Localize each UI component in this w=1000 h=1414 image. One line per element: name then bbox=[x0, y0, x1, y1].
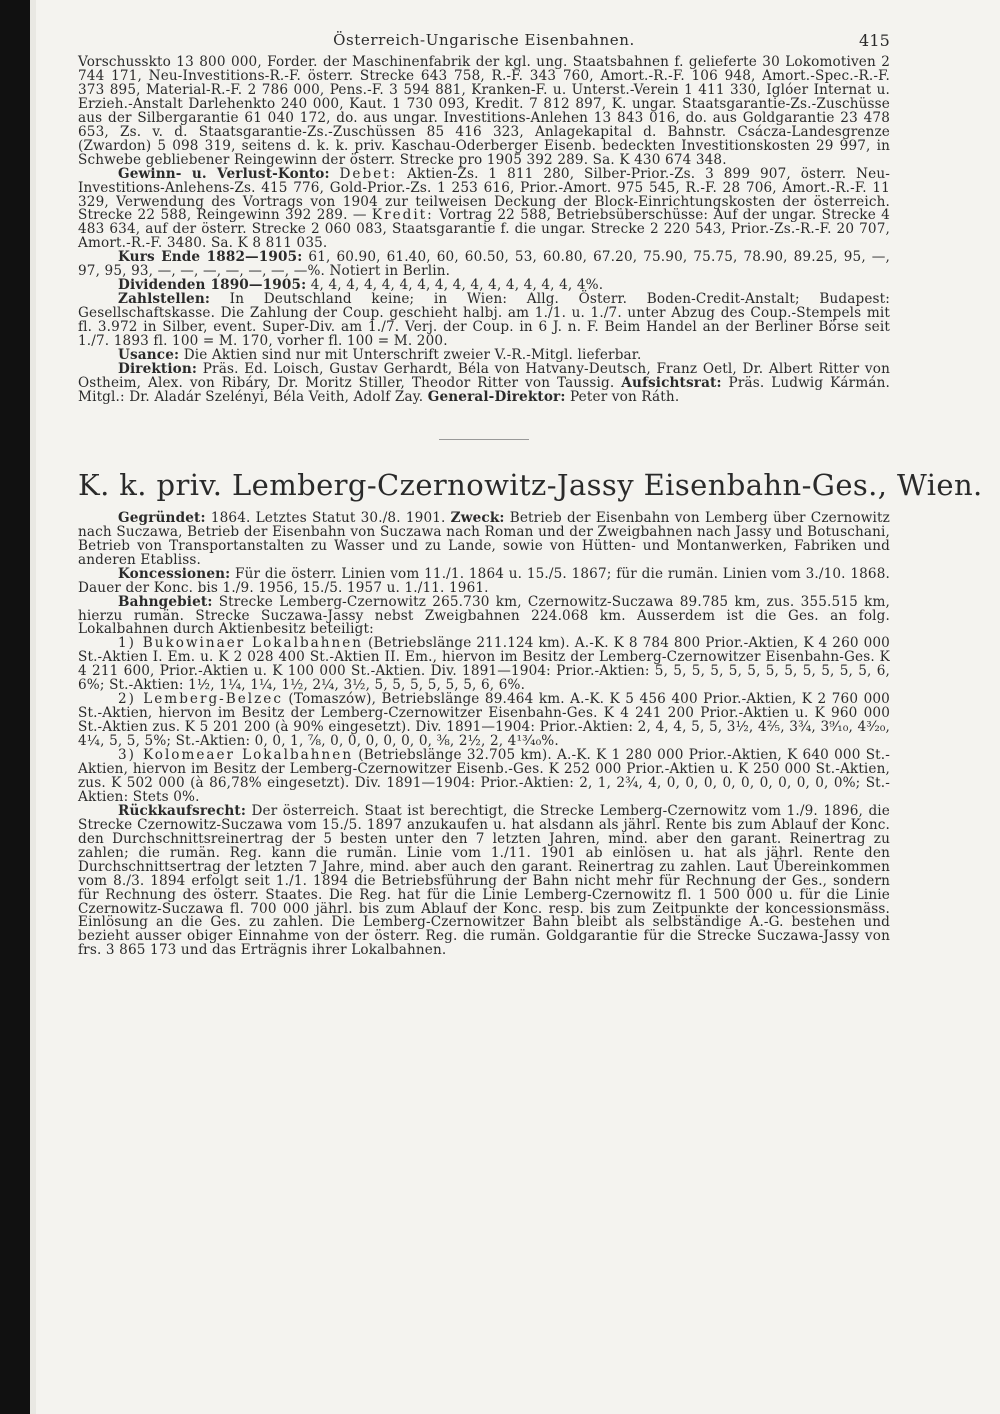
profit-loss-label: Gewinn- u. Verlust-Konto: bbox=[118, 165, 330, 182]
zweck-text: Betrieb der Eisenbahn von Lemberg über Czernowitz nach Suczawa, Betrieb der Eisenbahn von Suczawa nach Roman und der Zweigbahnen nach Jassy und Botuschani, Betrieb von Transportanstalten zu Wasser und zu Lande, sowie von Hütten- und Montanwerken, Fabriken und anderen Etabliss. bbox=[78, 509, 890, 568]
zahlstellen-label: Zahlstellen: bbox=[118, 291, 211, 308]
page-number: 415 bbox=[859, 31, 890, 50]
rueckkaufsrecht-paragraph bbox=[78, 802, 890, 959]
koncessionen-label: Koncessionen: bbox=[118, 565, 231, 582]
kredit-text: Vortrag 22 588, Betriebsüberschüsse: Auf der ungar. Strecke 4 483 634, auf der österr. Strecke 2 060 083, Staatsgarantie f. die ungar. Strecke 2 220 543, Prior.-Zs.-R.-F. 20 707, Amort.-R.-F. 3480. Sa. K 8 811 035. bbox=[78, 207, 890, 252]
rueckkaufsrecht-text: Der österreich. Staat ist berechtigt, die Strecke Lemberg-Czernowitz vom 1./9. 1896, die Strecke Czernowitz-Suczawa vom 15./5. 1897 anzukaufen u. hat alsdann als jährl. Rente bis zum Ablauf der Konc. den Durchschnittsreinertrag der 5 besten unter den 7 letzten Jahren, mind. aber den garant. Reinertrag zu zahlen; die rumän. Reg. kann die rumän. Linie vom 1./11. 1901 ab einlösen u. hat als jährl. Rente den Durchschnittsertrag der letzten 7 Jahre, mind. aber auch den garant. Reinertrag zu zahlen. Laut Übereinkommen vom 8./3. 1894 erfolgt seit 1./1. 1894 die Betriebsführung der Bahn nicht mehr für Rechnung der Ges., sondern für Rechnung des österr. Staates. Die Reg. hat für die Linie Lemberg-Czernowitz fl. 1 500 000 u. für die Linie Czernowitz-Suczawa fl. 700 000 jährl. bis zum Ablauf der Konc. resp. bis zum Zeitpunkte der koncessionsmäss. Einlösung an die Ges. zu zahlen. Die Lemberg-Czernowitzer Bahn bleibt als selbständige A.-G. bestehen und bezieht ausser obiger Einnahme von der österr. Reg. die rumän. Goldgarantie für die Strecke Suczawa-Jassy von frs. 3 865 173 und das Erträgnis ihrer Lokalbahnen. bbox=[78, 802, 890, 959]
debet-text: Aktien-Zs. 1 811 280, Silber-Prior.-Zs. 3 899 907, österr. Neu-Investitions-Anlehens-Zs. 415 776, Gold-Prior.-Zs. 1 253 616, Prior.-Amort. 975 545, R.-F. 28 706, Amort.-R.-F. 11 329, Verwendung des Vortrags von 1904 zur teilweisen Deckung der Block-Einrichtungskosten der österreich. Strecke 22 588, Reingewinn 392 289. — bbox=[78, 165, 890, 224]
gegruendet-text: 1864. Letztes Statut 30./8. 1901. bbox=[210, 509, 446, 526]
scan-gutter bbox=[30, 0, 36, 1414]
running-title: Österreich-Ungarische Eisenbahnen. bbox=[333, 31, 635, 49]
dividenden-label: Dividenden 1890—1905: bbox=[118, 277, 307, 294]
gegruendet-label: Gegründet: bbox=[118, 509, 206, 526]
lokalbahn-lemberg-belzec-name: 2) Lemberg-Belzec bbox=[118, 691, 283, 708]
scan-binding-edge bbox=[0, 0, 30, 1414]
aufsichtsrat-label: Aufsichtsrat: bbox=[621, 374, 722, 391]
running-header bbox=[78, 30, 890, 56]
zahlstellen-text: In Deutschland keine; in Wien: Allg. Österr. Boden-Credit-Anstalt; Budapest: Gesellschaftskasse. Die Zahlung der Coup. geschieht halbj. am 1./1. u. 1./7. unter Abzug des Coup.-Stempels mit fl. 3.972 in Silber, event. Super-Div. am 1./7. Verj. der Coup. in 6 J. n. F. Beim Handel an der Berliner Börse seit 1./7. 1893 fl. 100 = M. 170, vorher fl. 100 = M. 200. bbox=[78, 291, 890, 350]
lokalbahn-lemberg-belzec-text: (Tomaszów), Betriebslänge 89.464 km. A.-K. K 5 456 400 Prior.-Aktien, K 2 760 000 St.-Aktien, hiervon im Besitz der Lemberg-Czernowitzer Eisenbahn-Ges. K 4 241 200 Prior.-Aktien u. K 960 000 St.-Aktien zus. K 5 201 200 (à 90% eingesetzt). Div. 1891—1904: Prior.-Aktien: 2, 4, 4, 5, 5, 3½, 4⅖, 3¾, 3⁹⁄₁₀, 4³⁄₂₀, 4¼, 5, 5, 5%; St.-Aktien: 0, 0, 1, ⅞, 0, 0, 0, 0, 0, 0, ⅜, 2½, 2, 4¹³⁄₄₀%. bbox=[78, 691, 890, 750]
bahngebiet-paragraph bbox=[78, 593, 890, 638]
lokalbahn-lemberg-belzec bbox=[78, 693, 890, 749]
debet-label: Debet: bbox=[339, 165, 398, 182]
direktion-paragraph bbox=[78, 360, 891, 405]
balance-sheet-continuation: Vorschusskto 13 800 000, Forder. der Maschinenfabrik der kgl. ung. Staatsbahnen f. gelieferte 30 Lokomotiven 2 744 171, Neu-Investitions-R.-F. österr. Strecke 643 758, R.-F. 343 760, Amort.-R.-F. 106 948, Amort.-Spec.-R.-F. 373 895, Material-R.-F. 2 786 000, Pens.-F. 3 594 881, Kranken-F. u. Unterst.-Verein 1 411 330, Iglóer Internat u. Erzieh.-Anstalt Darlehenkto 240 000, Kaut. 1 730 093, Kredit. 7 812 897, K. ungar. Staatsgarantie-Zs.-Zuschüsse aus der Silbergarantie 61 040 172, do. aus ungar. Investitions-Anlehen 13 843 016, do. aus Goldgarantie 23 478 653, Zs. v. d. Staatsgarantie-Zs.-Zuschüssen 85 416 323, Anlagekapital d. Bahnstr. Csácza-Landesgrenze (Zwardon) 5 098 319, seitens d. k. k. priv. Kaschau-Oderberger Eisenb. bedeckten Investitionskosten 29 997, in Schwebe gebliebener Reingewinn der österr. Strecke pro 1905 392 289. Sa. K 430 674 348. bbox=[78, 54, 890, 168]
lokalbahn-kolomea bbox=[78, 749, 890, 805]
koncessionen-paragraph bbox=[78, 565, 890, 596]
direktion-label: Direktion: bbox=[118, 360, 198, 377]
rueckkaufsrecht-label: Rückkaufsrecht: bbox=[118, 802, 247, 819]
lokalbahn-kolomea-name: 3) Kolomeaer Lokalbahnen bbox=[118, 747, 354, 764]
general-direktor-label: General-Direktor: bbox=[427, 388, 566, 405]
profit-loss-account bbox=[78, 165, 890, 252]
kurs-label: Kurs Ende 1882—1905: bbox=[118, 249, 303, 266]
section-divider bbox=[439, 439, 529, 440]
lokalbahn-kolomea-text: (Betriebslänge 32.705 km). A.-K. K 1 280 000 Prior.-Aktien, K 640 000 St.-Aktien, hiervon im Besitz der Lemberg-Czernowitzer Eisenb.-Ges. K 252 000 Prior.-Aktien u. K 250 000 St.-Aktien, zus. K 502 000 (à 86,78% eingesetzt). Div. 1891—1904: Prior.-Aktien: 2, 1, 2¾, 4, 0, 0, 0, 0, 0, 0, 0, 0, 0, 0%; St.-Aktien: Stets 0%. bbox=[78, 747, 890, 805]
direktion-text: Präs. Ed. Loisch, Gustav Gerhardt, Béla von Hatvany-Deutsch, Franz Oetl, Dr. Albert Ritter von Ostheim, Alex. von Ribáry, Dr. Moritz Stiller, Theodor Ritter von Taussig. bbox=[78, 360, 890, 391]
usance-text: Die Aktien sind nur mit Unterschrift zweier V.-R.-Mitgl. lieferbar. bbox=[183, 347, 642, 364]
lokalbahn-bukowina-name: 1) Bukowinaer Lokalbahnen bbox=[118, 635, 364, 652]
page bbox=[78, 30, 983, 959]
general-direktor-text: Peter von Ráth. bbox=[570, 388, 680, 405]
lokalbahn-bukowina bbox=[78, 637, 890, 693]
zahlstellen-paragraph bbox=[78, 293, 890, 349]
koncessionen-text: Für die österr. Linien vom 11./1. 1864 u. 15./5. 1867; für die rumän. Linien vom 3./10. 1868. Dauer der Konc. bis 1./9. 1956, 15./5. 1957 u. 1./11. 1961. bbox=[78, 565, 890, 596]
usance-label: Usance: bbox=[118, 347, 180, 364]
dividenden-text: 4, 4, 4, 4, 4, 4, 4, 4, 4, 4, 4, 4, 4, 4, 4, 4%. bbox=[310, 277, 604, 294]
kurs-text: 61, 60.90, 61.40, 60, 60.50, 53, 60.80, 67.20, 75.90, 75.75, 78.90, 89.25, 95, —, 97, 95, 93, —, —, —, —, —, —, —%. Notiert in Berlin. bbox=[78, 249, 890, 280]
kredit-label: Kredit: bbox=[371, 207, 434, 224]
company-heading: K. k. priv. Lemberg-Czernowitz-Jassy Eisenbahn-Ges., Wien. bbox=[78, 467, 983, 502]
lokalbahn-bukowina-text: (Betriebslänge 211.124 km). A.-K. K 8 784 800 Prior.-Aktien, K 4 260 000 St.-Aktien I. Em. u. K 2 028 400 St.-Aktien II. Em., hiervon im Besitz der Lemberg-Czernowitzer Eisenbahn-Ges. K 4 211 600, Prior.-Aktien u. K 100 000 St.-Aktien. Div. 1891—1904: Prior.-Aktien: 5, 5, 5, 5, 5, 5, 5, 5, 5, 5, 5, 5, 6, 6%; St.-Aktien: 1½, 1¼, 1¼, 1½, 2¼, 3½, 5, 5, 5, 5, 5, 5, 6, 6%. bbox=[78, 635, 890, 694]
bahngebiet-text: Strecke Lemberg-Czernowitz 265.730 km, Czernowitz-Suczawa 89.785 km, zus. 355.515 km, hierzu rumän. Strecke Suczawa-Jassy nebst Zweigbahnen 224.068 km. Ausserdem ist die Ges. an folg. Lokalbahnen durch Aktienbesitz beteiligt: bbox=[78, 593, 890, 638]
kurs-paragraph bbox=[78, 251, 890, 279]
aufsichtsrat-text: Präs. Ludwig Kármán. Mitgl.: Dr. Aladár Szelényi, Béla Veith, Adolf Zay. bbox=[78, 374, 891, 405]
zweck-label: Zweck: bbox=[450, 509, 505, 526]
bahngebiet-label: Bahngebiet: bbox=[118, 593, 213, 610]
gegruendet-paragraph bbox=[78, 509, 890, 568]
